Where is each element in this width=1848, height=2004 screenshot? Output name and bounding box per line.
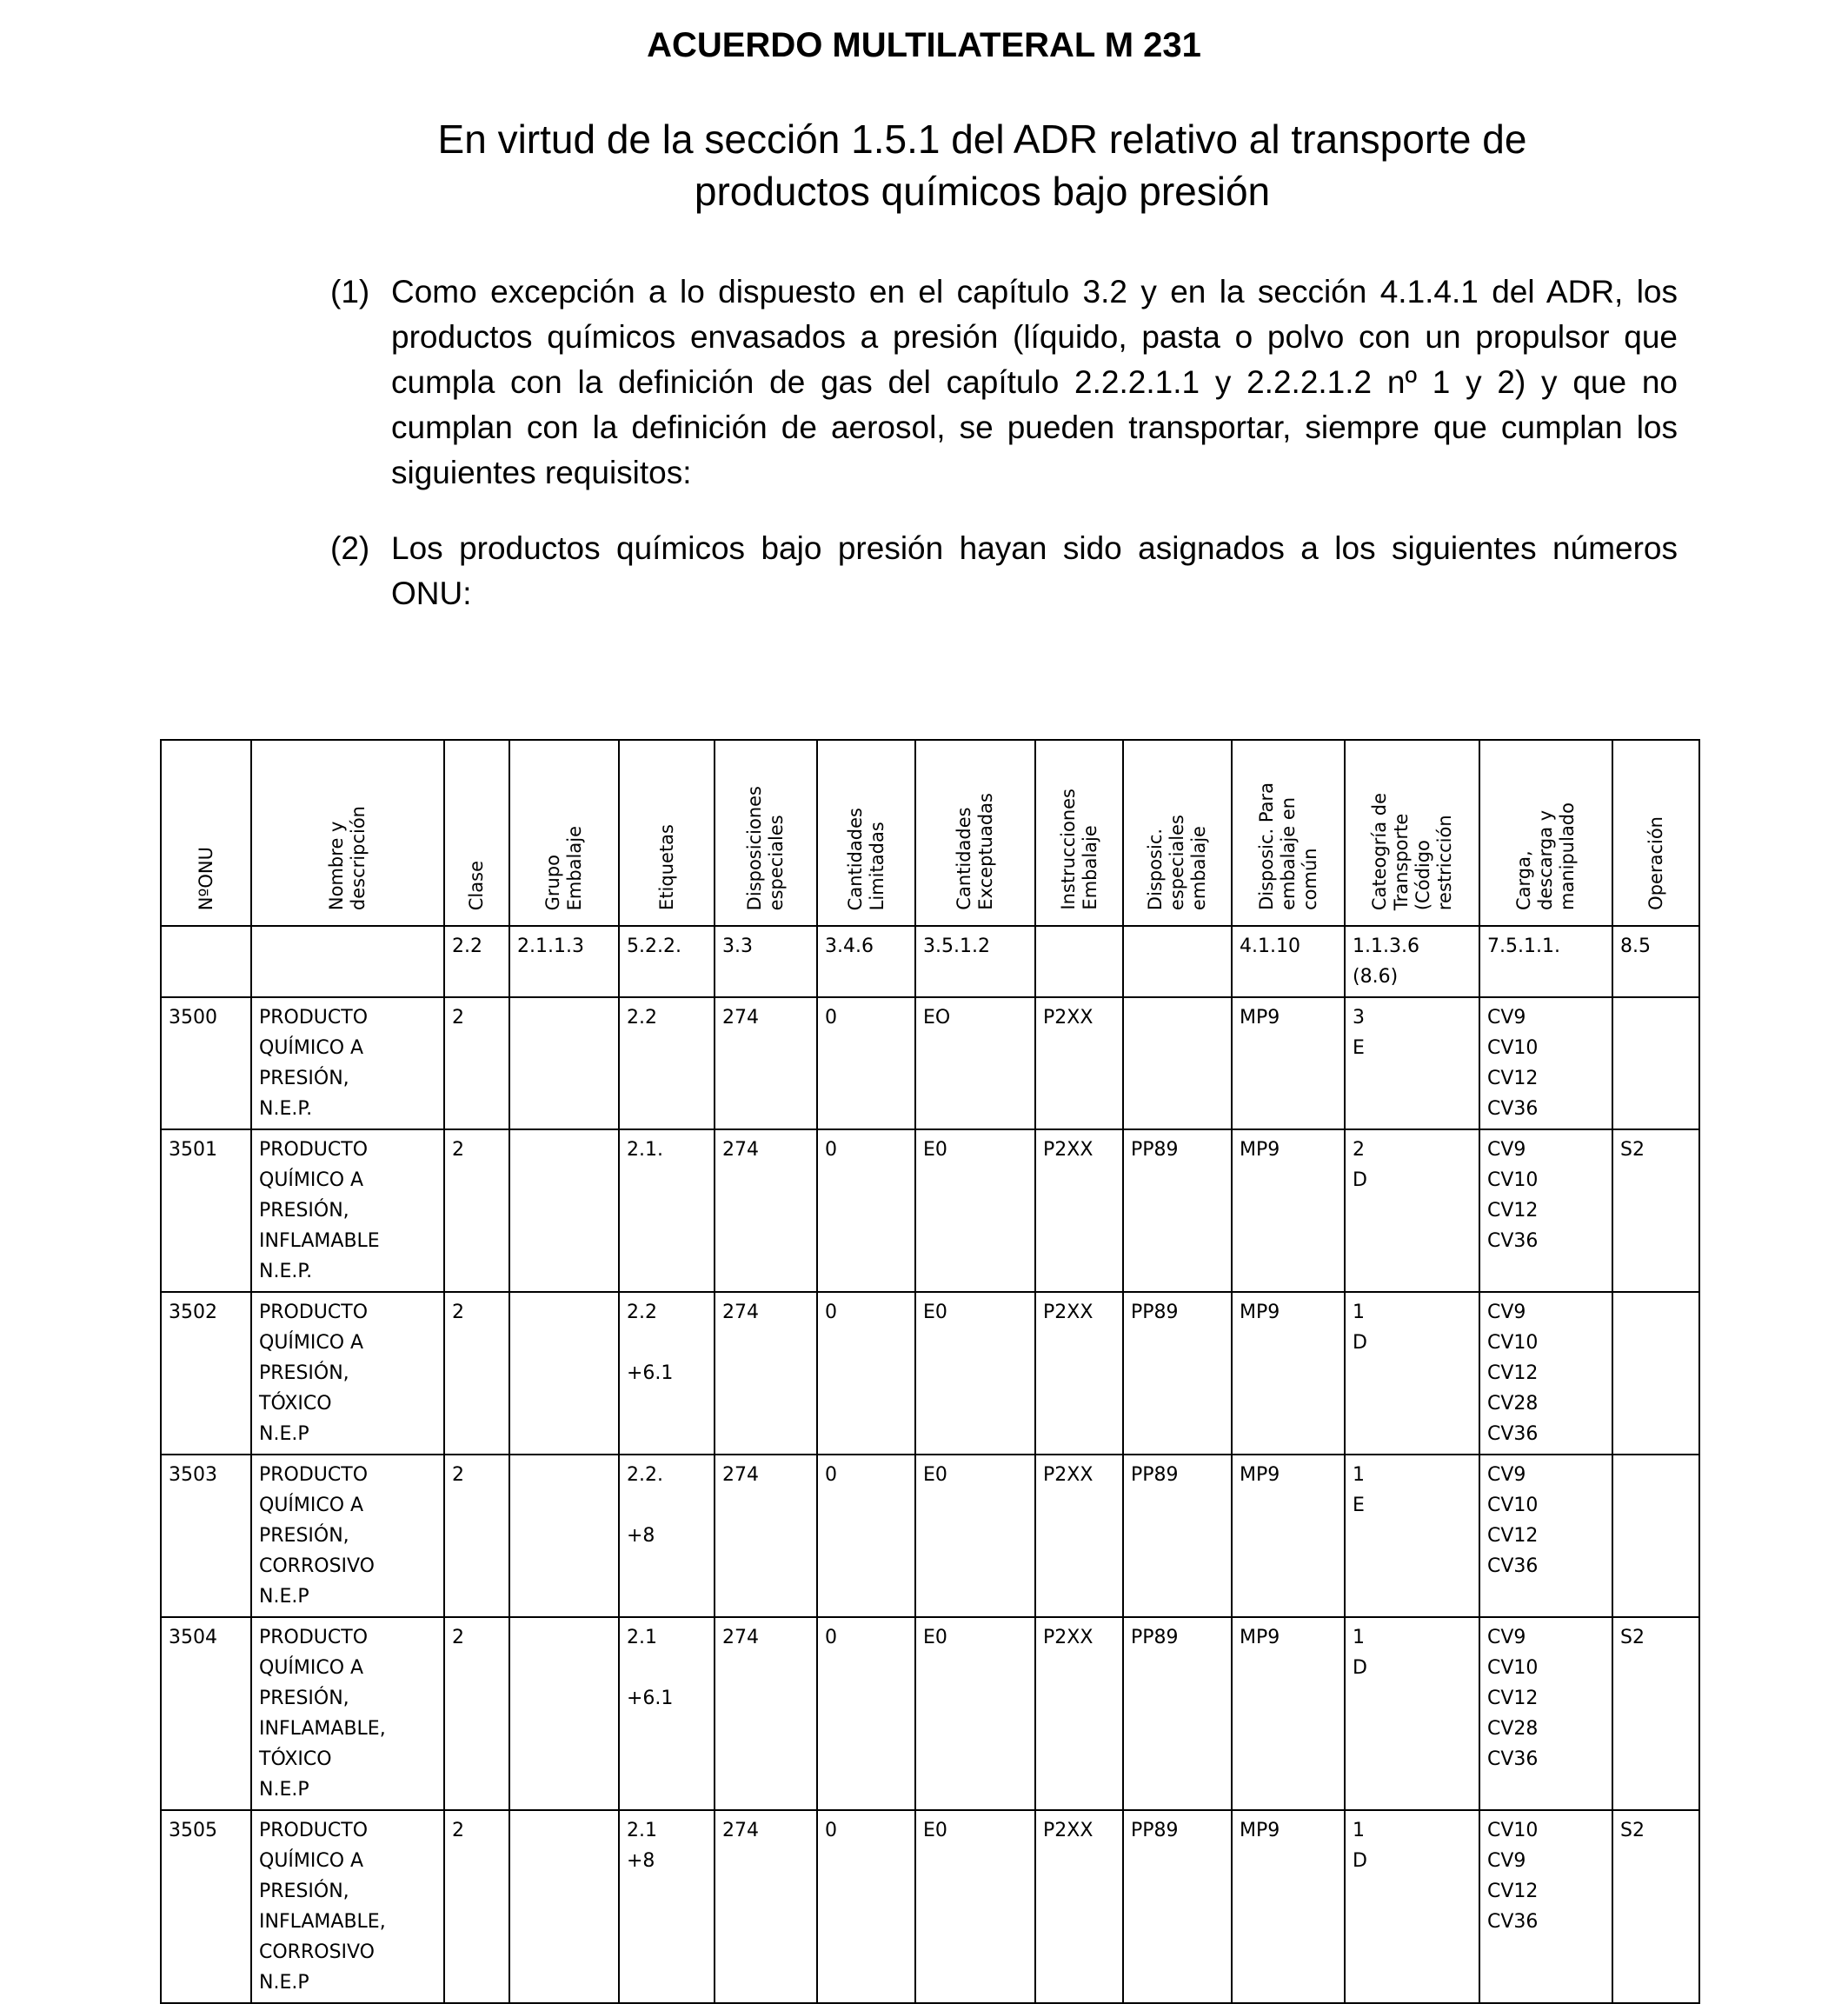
table-cell: 3502 — [161, 1292, 251, 1455]
document-title: ACUERDO MULTILATERAL M 231 — [647, 26, 1201, 64]
un-numbers-table — [160, 739, 1700, 2004]
table-cell: P2XX — [1035, 1617, 1123, 1810]
table-cell — [1612, 997, 1699, 1129]
column-header — [1123, 740, 1232, 926]
table-cell: 0 — [817, 1455, 915, 1617]
table-cell: 1 D — [1345, 1292, 1479, 1455]
table-cell: PP89 — [1123, 1129, 1232, 1292]
reference-cell — [161, 926, 251, 997]
table-row — [161, 1810, 1699, 2003]
table-cell: E0 — [915, 1810, 1035, 2003]
table-cell: 0 — [817, 997, 915, 1129]
table-cell: PRODUCTO QUÍMICO A PRESIÓN, INFLAMABLE, TÓXICO N.E.P — [251, 1617, 444, 1810]
table-cell: PRODUCTO QUÍMICO A PRESIÓN, INFLAMABLE, CORROSIVO N.E.P — [251, 1810, 444, 2003]
table-cell: 2.2 +6.1 — [619, 1292, 715, 1455]
table-cell: 2 — [444, 1455, 509, 1617]
table-cell: E0 — [915, 1129, 1035, 1292]
column-header — [444, 740, 509, 926]
table-cell: 3504 — [161, 1617, 251, 1810]
table-cell: MP9 — [1232, 997, 1345, 1129]
table-cell: MP9 — [1232, 1617, 1345, 1810]
column-header-label: Instrucciones Embalaje — [1057, 789, 1100, 910]
column-header — [715, 740, 817, 926]
paragraph-number: (2) — [330, 530, 370, 566]
table-cell: 2 — [444, 1810, 509, 2003]
column-header-label: Nombre y descripción — [326, 805, 369, 910]
table-cell — [509, 1129, 619, 1292]
table-cell: 1 D — [1345, 1617, 1479, 1810]
table-cell: E0 — [915, 1617, 1035, 1810]
column-header-label: Cateogría de Transporte (Código restricción — [1368, 792, 1455, 910]
column-header — [915, 740, 1035, 926]
table-cell: 3505 — [161, 1810, 251, 2003]
paragraph-2 — [330, 526, 1678, 616]
column-header — [1479, 740, 1612, 926]
table-cell: P2XX — [1035, 1455, 1123, 1617]
table-cell: PRODUCTO QUÍMICO A PRESIÓN, CORROSIVO N.E.P — [251, 1455, 444, 1617]
column-header — [817, 740, 915, 926]
table-cell: E0 — [915, 1455, 1035, 1617]
table-cell: S2 — [1612, 1617, 1699, 1810]
table-cell: PP89 — [1123, 1292, 1232, 1455]
table-row — [161, 1455, 1699, 1617]
table-cell: 274 — [715, 1129, 817, 1292]
table-cell: S2 — [1612, 1129, 1699, 1292]
table-cell — [509, 1292, 619, 1455]
column-header-label: Disposiciones especiales — [744, 785, 787, 910]
reference-cell: 8.5 — [1612, 926, 1699, 997]
table-cell: P2XX — [1035, 997, 1123, 1129]
table-row — [161, 997, 1699, 1129]
table-cell: 1 D — [1345, 1810, 1479, 2003]
table-cell: CV9 CV10 CV12 CV36 — [1479, 997, 1612, 1129]
table-cell: PRODUCTO QUÍMICO A PRESIÓN, TÓXICO N.E.P — [251, 1292, 444, 1455]
column-header-label: Cantidades Exceptuadas — [954, 793, 996, 910]
table-cell: 274 — [715, 1292, 817, 1455]
table-cell — [509, 1810, 619, 2003]
column-header-label: Carga, descarga y manipulado — [1513, 802, 1578, 910]
table-cell: P2XX — [1035, 1292, 1123, 1455]
reference-cell: 2.2 — [444, 926, 509, 997]
table-row — [161, 1292, 1699, 1455]
table-cell — [509, 997, 619, 1129]
reference-cell: 7.5.1.1. — [1479, 926, 1612, 997]
column-header — [251, 740, 444, 926]
table-cell — [1612, 1455, 1699, 1617]
reference-cell: 3.5.1.2 — [915, 926, 1035, 997]
document-subtitle: En virtud de la sección 1.5.1 del ADR relativo al transporte de productos químicos bajo presión — [437, 117, 1527, 214]
table-cell: PP89 — [1123, 1455, 1232, 1617]
column-header — [1232, 740, 1345, 926]
table-cell: EO — [915, 997, 1035, 1129]
reference-cell — [1123, 926, 1232, 997]
table-cell: CV10 CV9 CV12 CV36 — [1479, 1810, 1612, 2003]
table-cell: 1 E — [1345, 1455, 1479, 1617]
reference-row — [161, 926, 1699, 997]
table-cell: 2.1 +6.1 — [619, 1617, 715, 1810]
table-row — [161, 1617, 1699, 1810]
table-cell: 2.1. — [619, 1129, 715, 1292]
column-header — [1035, 740, 1123, 926]
table-cell: 3 E — [1345, 997, 1479, 1129]
table-cell: PRODUCTO QUÍMICO A PRESIÓN, N.E.P. — [251, 997, 444, 1129]
reference-cell: 3.3 — [715, 926, 817, 997]
table-cell: 0 — [817, 1129, 915, 1292]
paragraph-text: Como excepción a lo dispuesto en el capítulo 3.2 y en la sección 4.1.4.1 del ADR, los productos químicos envasados a presión (líquido, pasta o polvo con un propulsor que cumpla con la definición de gas del capítulo 2.2.2.1.1 y 2.2.2.1.2 nº 1 y 2) y que no cumplan con la definición de aerosol, se pueden transportar, siempre que cumplan los siguientes requisitos: — [391, 274, 1678, 490]
table-cell: CV9 CV10 CV12 CV36 — [1479, 1455, 1612, 1617]
table-cell: CV9 CV10 CV12 CV36 — [1479, 1129, 1612, 1292]
column-header-label: Operación — [1645, 816, 1666, 910]
column-header-label: Disposic. especiales embalaje — [1145, 814, 1209, 910]
reference-cell: 5.2.2. — [619, 926, 715, 997]
column-header — [161, 740, 251, 926]
table-row — [161, 1129, 1699, 1292]
reference-cell — [1035, 926, 1123, 997]
table-cell: 3501 — [161, 1129, 251, 1292]
table-cell: 274 — [715, 1617, 817, 1810]
table-cell — [1123, 997, 1232, 1129]
column-header-label: Grupo Embalaje — [542, 825, 585, 910]
table-cell: P2XX — [1035, 1129, 1123, 1292]
table-cell: 2 — [444, 1129, 509, 1292]
table-cell: 0 — [817, 1810, 915, 2003]
table-cell: MP9 — [1232, 1129, 1345, 1292]
table-cell: 3500 — [161, 997, 251, 1129]
column-header — [1345, 740, 1479, 926]
column-header-label: Etiquetas — [655, 824, 677, 910]
reference-cell: 3.4.6 — [817, 926, 915, 997]
table-cell — [509, 1617, 619, 1810]
table-cell: MP9 — [1232, 1455, 1345, 1617]
column-header — [509, 740, 619, 926]
paragraph-1 — [330, 270, 1678, 496]
column-header-label: Cantidades Limitadas — [844, 807, 887, 910]
reference-cell: 4.1.10 — [1232, 926, 1345, 997]
column-header-label: Disposic. Para embalaje en común — [1255, 782, 1320, 910]
table-cell — [509, 1455, 619, 1617]
table-cell: 274 — [715, 1455, 817, 1617]
table-cell: 3503 — [161, 1455, 251, 1617]
column-header — [619, 740, 715, 926]
table-cell: PP89 — [1123, 1617, 1232, 1810]
table-cell: 0 — [817, 1617, 915, 1810]
reference-cell: 2.1.1.3 — [509, 926, 619, 997]
paragraph-text: Los productos químicos bajo presión hayan sido asignados a los siguientes números ONU: — [391, 530, 1678, 611]
reference-cell: 1.1.3.6 (8.6) — [1345, 926, 1479, 997]
table-cell: 2.2. +8 — [619, 1455, 715, 1617]
table-cell: 274 — [715, 997, 817, 1129]
column-header-label: Clase — [466, 860, 487, 910]
table-cell: 0 — [817, 1292, 915, 1455]
column-header — [1612, 740, 1699, 926]
table-cell: 2.2 — [619, 997, 715, 1129]
table-cell: S2 — [1612, 1810, 1699, 2003]
table-cell: PP89 — [1123, 1810, 1232, 2003]
table-cell: 274 — [715, 1810, 817, 2003]
table-cell: MP9 — [1232, 1810, 1345, 2003]
table-cell: P2XX — [1035, 1810, 1123, 2003]
table-header-row — [161, 740, 1699, 926]
reference-cell — [251, 926, 444, 997]
table-cell: 2 — [444, 1292, 509, 1455]
table-cell: E0 — [915, 1292, 1035, 1455]
table-cell — [1612, 1292, 1699, 1455]
table-cell: 2 D — [1345, 1129, 1479, 1292]
paragraph-number: (1) — [330, 274, 370, 310]
table-cell: CV9 CV10 CV12 CV28 CV36 — [1479, 1292, 1612, 1455]
table-cell: 2 — [444, 997, 509, 1129]
table-cell: 2 — [444, 1617, 509, 1810]
table-cell: MP9 — [1232, 1292, 1345, 1455]
column-header-label: NºONU — [195, 846, 216, 910]
table-cell: CV9 CV10 CV12 CV28 CV36 — [1479, 1617, 1612, 1810]
table-cell: PRODUCTO QUÍMICO A PRESIÓN, INFLAMABLE N.E.P. — [251, 1129, 444, 1292]
table-cell: 2.1 +8 — [619, 1810, 715, 2003]
